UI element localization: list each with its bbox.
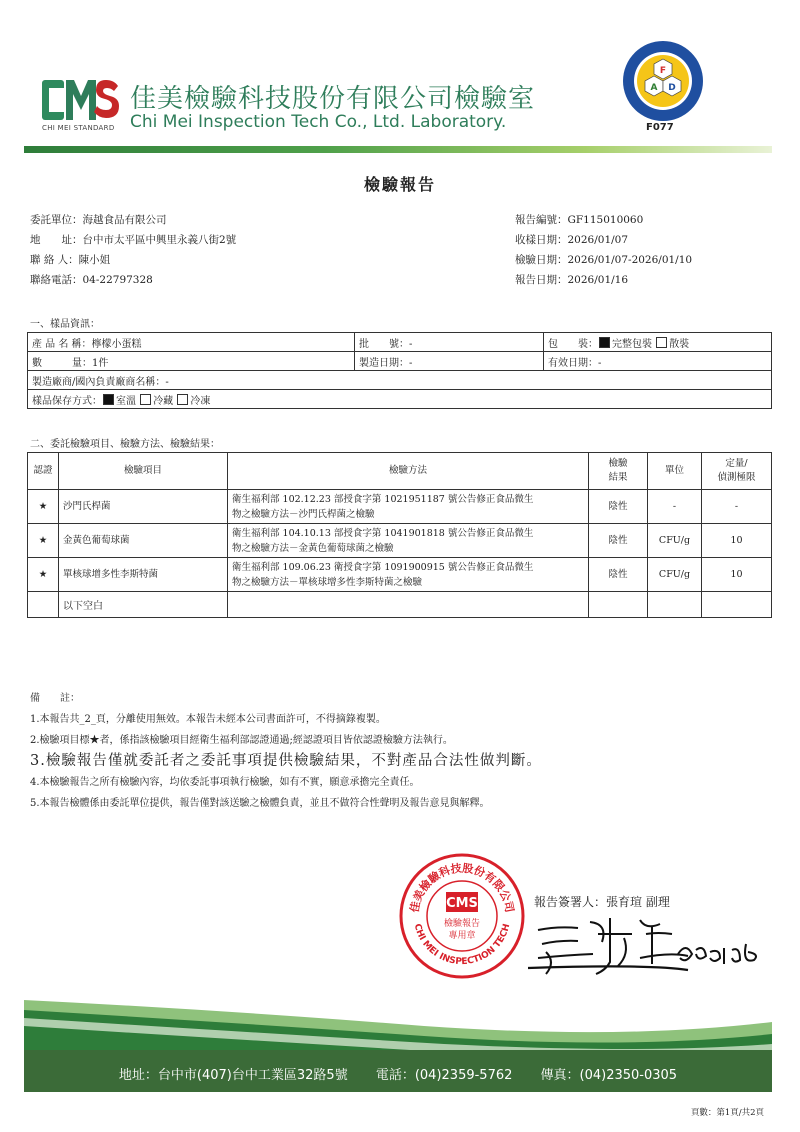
- table-row: [28, 592, 772, 618]
- seal-ring-text: 佳美檢驗科技股份有限公司: [407, 861, 517, 914]
- note-5: 5.本報告檢體係由委託單位提供，報告僅對該送驗之檢體負責，並且不做符合性聲明及報告意見與解釋。: [30, 798, 490, 809]
- test-result: 陰性: [589, 558, 648, 592]
- checkbox-empty-icon: [656, 337, 667, 348]
- test-item: 沙門氏桿菌: [59, 490, 228, 524]
- footer-address: 地址：台中市(407)台中工業區32路5號: [118, 1068, 348, 1083]
- header-result: 檢驗 結果: [589, 453, 648, 490]
- header-cert: 認證: [28, 453, 59, 490]
- client-info: [30, 210, 450, 290]
- page-number: 頁數：第1頁/共2頁: [690, 1108, 764, 1118]
- checkbox-empty-icon: [140, 394, 151, 405]
- storage-room-temp: 室溫: [116, 395, 136, 407]
- storage-refrigerated: 冷藏: [153, 395, 174, 407]
- cert-star-icon: ★: [28, 490, 59, 524]
- test-unit: -: [648, 490, 702, 524]
- sample-package: [544, 333, 772, 352]
- header-unit: 單位: [648, 453, 702, 490]
- sample-manufacturer: 製造廠商/國內負責廠商名稱：-: [28, 371, 772, 390]
- header-method: 檢驗方法: [228, 453, 589, 490]
- report-title: 檢驗報告: [363, 175, 436, 194]
- svg-text:CHI MEI INSPECTION TECH: [412, 923, 513, 967]
- test-item: 金黃色葡萄球菌: [59, 524, 228, 558]
- client-address: 地 址：台中市太平區中興里永義八街2號: [30, 234, 237, 246]
- table-row: [28, 558, 772, 592]
- seal-logo-text: CMS: [446, 896, 478, 911]
- table-header-row: [28, 453, 772, 490]
- test-result: 陰性: [589, 524, 648, 558]
- test-result: 陰性: [589, 490, 648, 524]
- report-number: 報告編號：GF115010060: [515, 214, 644, 226]
- checkbox-checked-icon: [599, 337, 610, 348]
- header-limit: 定量/ 偵測極限: [702, 453, 772, 490]
- report-signer: 報告簽署人：張育瑄 副理: [534, 895, 670, 909]
- note-4: 4.本檢驗報告之所有檢驗內容，均依委託事項執行檢驗，如有不實，願意承擔完全責任。: [30, 777, 420, 788]
- client-unit: 委託單位：海越食品有限公司: [30, 214, 167, 226]
- header-divider: [24, 146, 772, 153]
- note-2: 2.檢驗項目標★者，係指該檢驗項目經衛生福利部認證通過;經認證項目皆依認證檢驗方法執行。: [30, 735, 453, 746]
- sample-exp-date: 有效日期：-: [544, 352, 772, 371]
- test-date: 檢驗日期：2026/01/07-2026/01/10: [515, 254, 693, 266]
- sample-quantity: 數 量：1件: [28, 352, 355, 371]
- sample-name: 產 品 名 稱：檸檬小蛋糕: [28, 333, 355, 352]
- package-option-complete: 完整包裝: [612, 338, 652, 350]
- table-row: [28, 490, 772, 524]
- test-limit: 10: [702, 524, 772, 558]
- client-phone: 聯絡電話：04-22797328: [30, 274, 153, 286]
- package-label: 包 裝：: [548, 338, 598, 350]
- test-method: 衛生福利部 109.06.23 衛授食字第 1091900915 號公告修正食品微生 物之檢驗方法－單核球增多性李斯特菌之檢驗: [228, 558, 589, 592]
- test-unit: CFU/g: [648, 524, 702, 558]
- seal-ring-text-en: CHI MEI INSPECTION TECH: [411, 922, 513, 968]
- footer-contact: [24, 1064, 772, 1083]
- logo-subtitle: CHI MEI STANDARD: [42, 124, 115, 132]
- section-sample-info: 一、樣品資訊：: [30, 319, 100, 330]
- company-seal-icon: [398, 852, 526, 980]
- storage-frozen: 冷凍: [190, 395, 211, 407]
- report-date: 報告日期：2026/01/16: [515, 274, 629, 286]
- cert-star-icon: ★: [28, 558, 59, 592]
- checkbox-empty-icon: [177, 394, 188, 405]
- note-3: 3.檢驗報告僅就委託者之委託事項提供檢驗結果，不對產品合法性做判斷。: [30, 753, 542, 769]
- section-test-results: 二、委託檢驗項目、檢驗方法、檢驗結果：: [30, 439, 220, 450]
- test-method: 衛生福利部 104.10.13 部授食字第 1041901818 號公告修正食品微生 物之檢驗方法－金黃色葡萄球菌之檢驗: [228, 524, 589, 558]
- badge-letter-d: D: [668, 83, 676, 93]
- seal-center-2: 專用章: [448, 931, 476, 941]
- received-date: 收樣日期：2026/01/07: [515, 234, 629, 246]
- test-limit: -: [702, 490, 772, 524]
- company-name-zh: 佳美檢驗科技股份有限公司檢驗室: [130, 84, 536, 114]
- report-info: [515, 210, 775, 290]
- footer-fax: 傳真：(04)2350-0305: [540, 1068, 678, 1083]
- handwritten-signature: [528, 900, 778, 982]
- notes: [30, 688, 770, 814]
- seal-center-1: 檢驗報告: [443, 919, 481, 929]
- badge-letter-a: A: [650, 83, 658, 93]
- test-item: 單核球增多性李斯特菌: [59, 558, 228, 592]
- certification-code: F077: [646, 122, 674, 133]
- test-method: 衛生福利部 102.12.23 部授食字第 1021951187 號公告修正食品微生 物之檢驗方法－沙門氏桿菌之檢驗: [228, 490, 589, 524]
- notes-heading: 備 註：: [30, 693, 80, 704]
- sample-info-table: [27, 332, 772, 409]
- badge-letter-f: F: [659, 66, 667, 76]
- test-limit: 10: [702, 558, 772, 592]
- package-option-bulk: 散裝: [669, 338, 690, 350]
- cert-star-icon: ★: [28, 524, 59, 558]
- sample-storage: [28, 390, 772, 409]
- test-results-table: [27, 452, 772, 618]
- certification-badge-icon: [622, 40, 704, 122]
- company-logo: [42, 76, 120, 124]
- sample-batch: 批 號：-: [355, 333, 544, 352]
- table-row: [28, 524, 772, 558]
- test-unit: CFU/g: [648, 558, 702, 592]
- footer-phone: 電話：(04)2359-5762: [375, 1068, 513, 1083]
- note-1: 1.本報告共_2_頁，分離使用無效。本報告未經本公司書面許可，不得摘錄複製。: [30, 714, 386, 725]
- checkbox-checked-icon: [103, 394, 114, 405]
- sample-mfg-date: 製造日期：-: [355, 352, 544, 371]
- end-of-list: 以下空白: [59, 592, 228, 618]
- header-item: 檢驗項目: [59, 453, 228, 490]
- storage-label: 樣品保存方式：: [32, 395, 102, 407]
- client-contact: 聯 絡 人：陳小姐: [30, 254, 111, 266]
- company-name-en: Chi Mei Inspection Tech Co., Ltd. Laboratory.: [130, 112, 507, 132]
